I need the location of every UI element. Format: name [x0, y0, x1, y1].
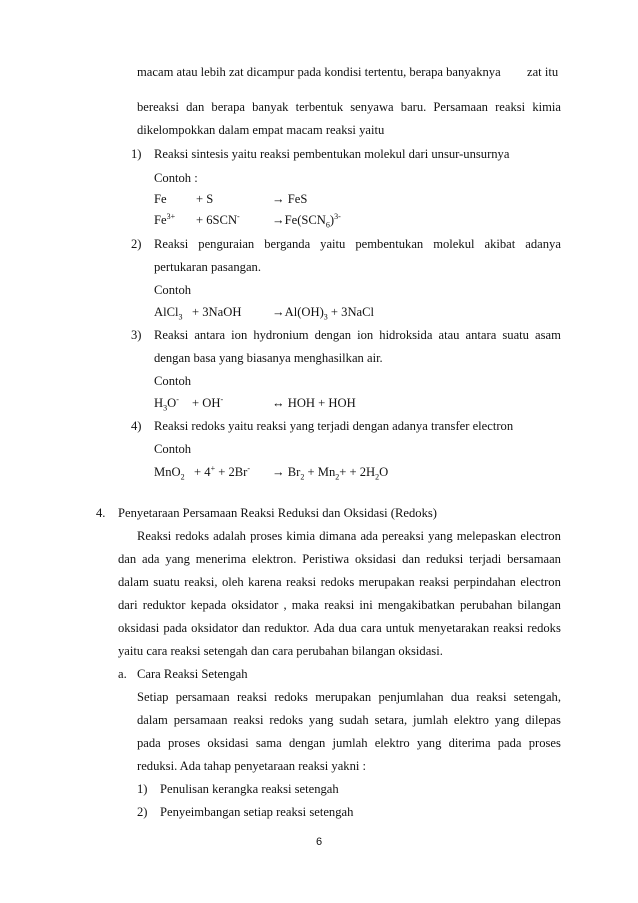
word: dua [450, 690, 470, 704]
word: oksidasi [118, 621, 160, 635]
word: antara [465, 328, 497, 342]
word: ion [357, 328, 374, 342]
word: kimia [286, 529, 316, 543]
word: dengan [314, 328, 352, 342]
word: redoks [274, 690, 308, 704]
word: setara, [374, 713, 408, 727]
list-item-3-line-1 [154, 327, 561, 343]
word: menyetarakan [418, 621, 490, 635]
list-item-1-text: Reaksi sintesis yaitu reaksi pembentukan molekul dari unsur-unsurnya [154, 147, 510, 161]
word: dalam [118, 575, 149, 589]
subsection-a-line-1 [137, 689, 561, 705]
word: reaksi [286, 575, 317, 589]
word: oksidator [191, 621, 239, 635]
word: berganda [264, 237, 311, 251]
word: yang [494, 713, 520, 727]
word: bilangan [517, 598, 561, 612]
section-4-paragraph-line-2 [118, 551, 561, 567]
intro-line-3: dikelompokkan dalam empat macam reaksi yaitu [137, 123, 385, 137]
word: Setiap [137, 690, 169, 704]
word: penguraian [198, 237, 255, 251]
word: dari [118, 598, 138, 612]
word: pereaksi [382, 529, 425, 543]
list-item-3-number: 3) [131, 328, 142, 342]
word: pada [497, 736, 522, 750]
word: hydronium [253, 328, 309, 342]
step-1-number: 1) [137, 782, 148, 796]
word: penjumlahan [378, 690, 444, 704]
word: menerima [195, 552, 247, 566]
word: ini [359, 598, 373, 612]
step-2-text: Penyeimbangan setiap reaksi setengah [160, 805, 354, 819]
word: dimana [319, 529, 357, 543]
word: cara [360, 621, 382, 635]
word: , [283, 598, 287, 612]
word: oleh [221, 575, 244, 589]
contoh-label-4: Contoh [154, 442, 192, 456]
subsection-a-heading: Cara Reaksi Setengah [137, 667, 248, 681]
word: kimia [532, 100, 561, 114]
word: jumlah [413, 713, 448, 727]
word: diterima [448, 736, 491, 750]
contoh-label-1: Contoh : [154, 171, 198, 185]
word: reduksi [426, 552, 464, 566]
word: elektron. [251, 552, 297, 566]
word: karena [248, 575, 282, 589]
word: reaksi [476, 690, 507, 704]
intro-line-2 [137, 99, 561, 115]
contoh-label-2: Contoh [154, 283, 192, 297]
word: persamaan [173, 713, 228, 727]
word: reaksi [236, 690, 268, 704]
word: merupakan [358, 575, 415, 589]
list-item-4-text: Reaksi redoks yaitu reaksi yang terjadi dengan adanya transfer electron [154, 419, 514, 433]
subsection-a-line-4: reduksi. Ada tahap penyetaraan reaksi yakni : [137, 759, 367, 773]
list-item-2-line-2: pertukaran pasangan. [154, 260, 261, 274]
word: yang [165, 552, 190, 566]
word: bereaksi [137, 100, 179, 114]
list-item-2-number: 2) [131, 237, 142, 251]
section-4-paragraph-line-4 [118, 597, 561, 613]
word: dan [242, 621, 261, 635]
word: maka [291, 598, 320, 612]
word: Peristiwa [302, 552, 350, 566]
word: baru. [400, 100, 427, 114]
word: banyak [252, 100, 289, 114]
word: dan [118, 552, 137, 566]
word: untuk [385, 621, 415, 635]
subsection-a-line-2 [137, 712, 561, 728]
word: perubahan [459, 598, 513, 612]
word: reduktor. [264, 621, 310, 635]
word: mengakibatkan [377, 598, 455, 612]
word: dilepas [525, 713, 561, 727]
word: reaksi [495, 100, 526, 114]
word: proses [167, 736, 201, 750]
word: dan [186, 100, 205, 114]
word: reaksi, [184, 575, 218, 589]
word: melepaskan [456, 529, 517, 543]
word: Reaksi [137, 529, 172, 543]
list-item-1-number: 1) [131, 147, 142, 161]
word: elektro [374, 736, 410, 750]
word: redoks [175, 529, 209, 543]
intro-line-1 [137, 64, 501, 80]
section-4-heading: Penyetaraan Persamaan Reaksi Reduksi dan Oksidasi (Redoks) [118, 506, 437, 520]
word: electron [520, 529, 561, 543]
list-item-3-line-2: dengan basa yang biasanya menghasilkan air. [154, 351, 383, 365]
subsection-a-line-3 [137, 735, 561, 751]
word: dengan [288, 736, 326, 750]
subsection-a-label: a. [118, 667, 127, 681]
word: suatu [153, 575, 180, 589]
word: redoks [320, 575, 355, 589]
section-4-paragraph-line-6: yaitu cara reaksi setengah dan cara perubahan bilangan oksidasi. [118, 644, 443, 658]
word: perpindahan [453, 575, 516, 589]
word: yang [308, 713, 334, 727]
word: reduktor [142, 598, 186, 612]
word: senyawa [350, 100, 394, 114]
word: oksidasi [207, 736, 249, 750]
word: ada [142, 552, 160, 566]
word: dalam [137, 713, 168, 727]
step-1-text: Penulisan kerangka reaksi setengah [160, 782, 339, 796]
word: asam [535, 328, 561, 342]
word: Persamaan [433, 100, 488, 114]
word: pada [137, 736, 161, 750]
word: reaksi [419, 575, 450, 589]
word: yang [416, 736, 442, 750]
word: proses [528, 736, 561, 750]
word: persamaan [175, 690, 230, 704]
word: Ada [313, 621, 335, 635]
word: terjadi [469, 552, 502, 566]
word: reaksi [233, 713, 264, 727]
section-4-paragraph-line-5 [118, 620, 561, 636]
word: bersamaan [507, 552, 561, 566]
word: pada [163, 621, 188, 635]
word: molekul [433, 237, 475, 251]
word: hidroksida [379, 328, 433, 342]
word: pembentukan [355, 237, 424, 251]
word: Reaksi [154, 237, 189, 251]
step-2-number: 2) [137, 805, 148, 819]
word: yang [428, 529, 453, 543]
word: reaksi [324, 598, 355, 612]
page-number: 6 [315, 836, 323, 848]
word: terbentuk [295, 100, 344, 114]
word: adalah [213, 529, 246, 543]
word: sama [255, 736, 282, 750]
word: ion [231, 328, 248, 342]
word: redoks [527, 621, 561, 635]
word: kepada [190, 598, 227, 612]
word: Reaksi [154, 328, 189, 342]
word: akibat [484, 237, 516, 251]
word: dua [338, 621, 357, 635]
word: elektro [453, 713, 489, 727]
word: electron [520, 575, 561, 589]
list-item-2-line-1 [154, 236, 561, 252]
word: redoks [269, 713, 303, 727]
word: setengah, [513, 690, 561, 704]
intro-line-1-text: macam atau lebih zat dicampur pada kondisi tertentu, berapa banyaknya [137, 65, 501, 79]
word: atau [438, 328, 460, 342]
word: ada [360, 529, 378, 543]
section-4-paragraph-line-1 [137, 528, 561, 544]
word: oksidasi [354, 552, 397, 566]
word: yaitu [320, 237, 346, 251]
word: adanya [525, 237, 561, 251]
intro-line-1-end: zat itu [527, 65, 559, 79]
word: suatu [502, 328, 529, 342]
word: proses [250, 529, 283, 543]
word: reaksi [493, 621, 524, 635]
word: antara [194, 328, 226, 342]
word: jumlah [332, 736, 368, 750]
word: sudah [339, 713, 369, 727]
list-item-4-number: 4) [131, 419, 142, 433]
contoh-label-3: Contoh [154, 374, 192, 388]
section-4-number: 4. [96, 506, 106, 520]
word: berapa [211, 100, 245, 114]
word: dan [402, 552, 421, 566]
word: oksidator [231, 598, 279, 612]
section-4-paragraph-line-3 [118, 574, 561, 590]
word: merupakan [315, 690, 372, 704]
